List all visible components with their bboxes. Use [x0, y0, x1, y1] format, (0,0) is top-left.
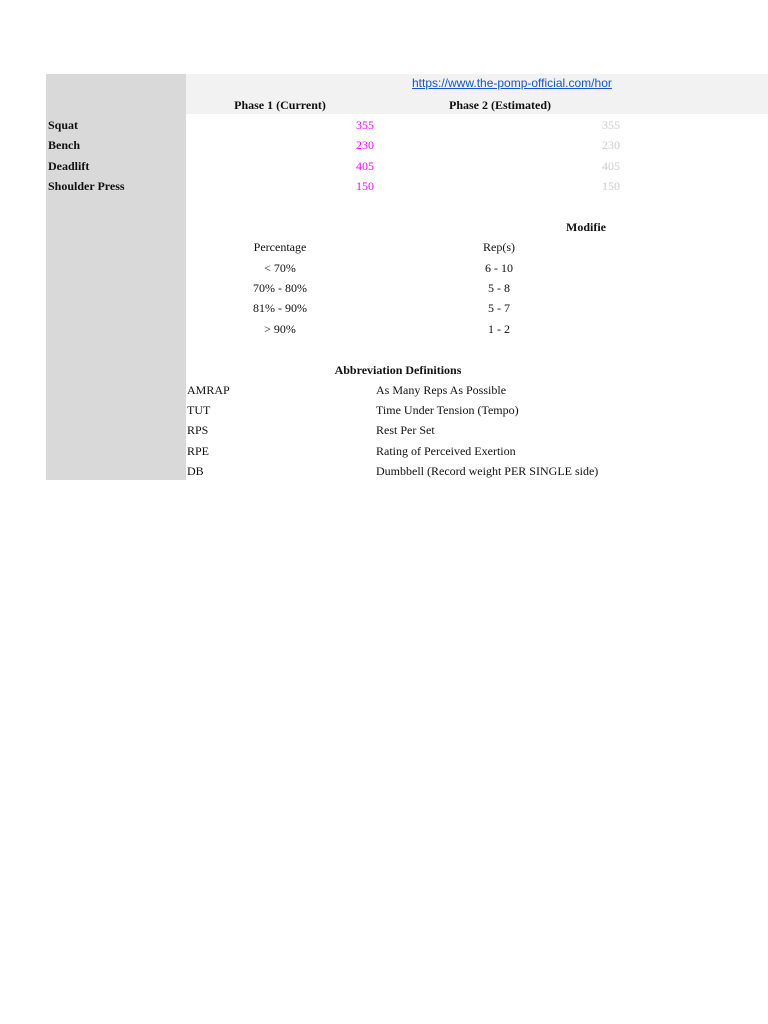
- phase1-value: 355: [356, 118, 374, 132]
- percentage-cell: < 70%: [264, 261, 296, 275]
- reps-cell: 1 - 2: [488, 322, 510, 336]
- abbreviation-term: DB: [187, 464, 204, 478]
- abbreviation-definition: As Many Reps As Possible: [376, 383, 507, 397]
- phase2-value: 230: [602, 138, 620, 152]
- reps-cell: 5 - 7: [488, 301, 510, 315]
- abbreviation-definition: Rating of Perceived Exertion: [376, 444, 516, 458]
- reps-cell: 6 - 10: [485, 261, 513, 275]
- abbreviation-heading: Abbreviation Definitions: [334, 363, 462, 377]
- lift-name-shoulder-press: Shoulder Press: [48, 179, 125, 193]
- phase1-value: 230: [356, 138, 374, 152]
- modifier-heading: Modifie: [566, 220, 606, 234]
- phase2-value: 405: [602, 159, 620, 173]
- percentage-cell: 81% - 90%: [253, 301, 307, 315]
- abbreviation-term: AMRAP: [187, 383, 230, 397]
- lift-label-column: [46, 74, 186, 480]
- percentage-cell: > 90%: [264, 322, 296, 336]
- program-link[interactable]: https://www.the-pomp-official.com/hor: [412, 76, 612, 90]
- spreadsheet-page: [46, 74, 768, 480]
- phase1-value: 405: [356, 159, 374, 173]
- percentage-cell: 70% - 80%: [253, 281, 307, 295]
- percentage-column-header: Percentage: [253, 240, 307, 254]
- phase2-value: 355: [602, 118, 620, 132]
- phase1-header: Phase 1 (Current): [234, 98, 326, 112]
- phase2-value: 150: [602, 179, 620, 193]
- lift-name-bench: Bench: [48, 138, 81, 152]
- abbreviation-term: RPS: [187, 423, 209, 437]
- abbreviation-definition: Dumbbell (Record weight PER SINGLE side): [376, 464, 599, 478]
- abbreviation-definition: Rest Per Set: [376, 423, 435, 437]
- lift-name-deadlift: Deadlift: [48, 159, 90, 173]
- program-link-cell: [412, 76, 623, 94]
- lift-name-squat: Squat: [48, 118, 79, 132]
- abbreviation-definition: Time Under Tension (Tempo): [376, 403, 519, 417]
- phase2-header: Phase 2 (Estimated): [449, 98, 551, 112]
- reps-column-header: Rep(s): [483, 240, 515, 254]
- abbreviation-term: TUT: [187, 403, 211, 417]
- reps-cell: 5 - 8: [488, 281, 510, 295]
- phase1-value: 150: [356, 179, 374, 193]
- abbreviation-term: RPE: [187, 444, 210, 458]
